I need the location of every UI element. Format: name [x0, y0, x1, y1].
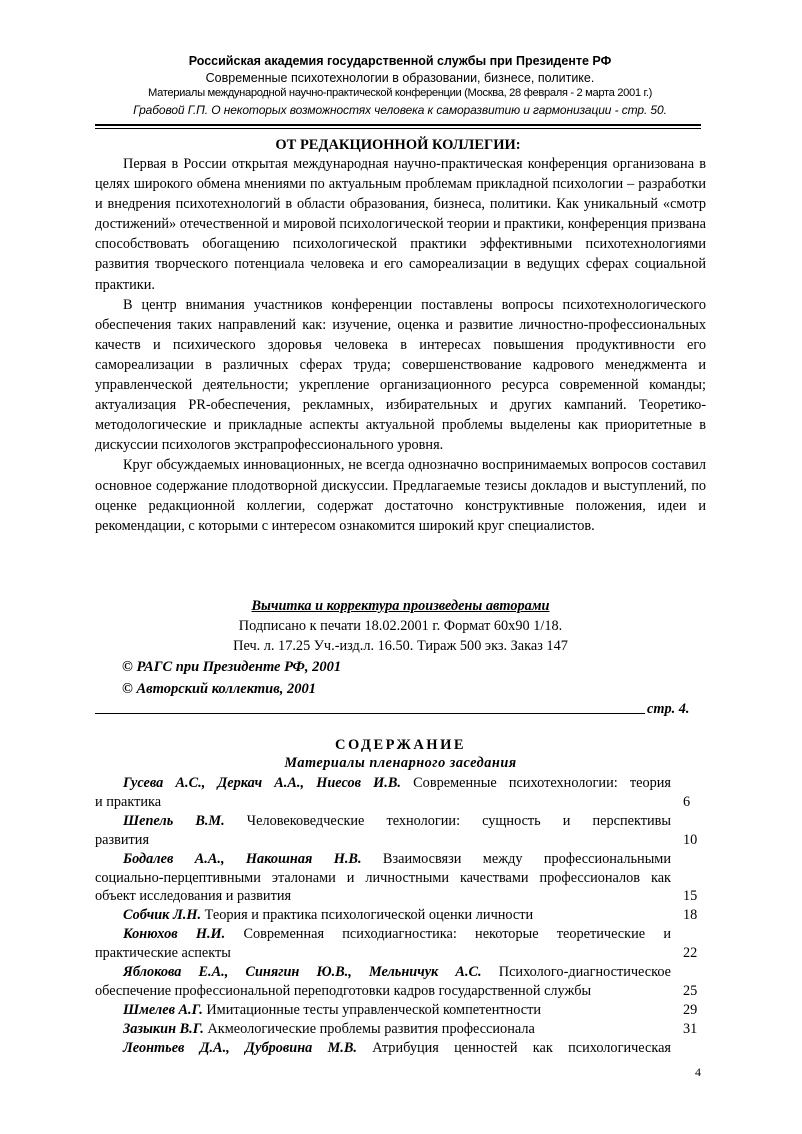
contents-title: СОДЕРЖАНИЕ	[334, 737, 467, 753]
toc-title-start: Современная психодиагностика: некоторые теоретические и	[225, 926, 671, 943]
contents-section: Материалы пленарного заседания	[284, 755, 517, 771]
print-info: Печ. л. 17.25 Уч.-изд.л. 16.50. Тираж 500 экз. Заказ 147	[233, 638, 568, 654]
toc-title-start: Современные психотехнологии: теория	[400, 775, 671, 791]
toc-page: 31	[683, 1020, 698, 1037]
copyright-authors: © Авторский коллектив, 2001	[122, 681, 316, 697]
toc-title-rest: обеспечение профессиональной переподготовки кадров государственной службы	[95, 982, 592, 999]
toc-entry	[95, 1001, 706, 1020]
header-reference: Грабовой Г.П. О некоторых возможностях человека к саморазвитию и гармонизации - стр. 50.	[133, 103, 667, 117]
toc-page: 10	[683, 831, 698, 848]
toc-page: 15	[683, 888, 698, 905]
toc-entry	[95, 1039, 706, 1058]
header-subtitle: Современные психотехнологии в образовании, бизнесе, политике.	[205, 71, 595, 85]
toc-author: Гусева А.С., Деркач А.А., Ниесов И.В.	[123, 775, 401, 791]
toc-title-start: Атрибуция ценностей как психологическая	[357, 1039, 671, 1056]
toc-author: Конюхов Н.И.	[123, 926, 226, 943]
toc-title-start: Взаимосвязи между профессиональными	[361, 850, 671, 867]
editorial-paragraph-1: Первая в России открытая международная научно-практическая конференция организована в целях широкого обмена мнениями по актуальным проблемам прикладной психологии – разработки и внедрения психотехнологий в области образования, бизнеса, политики. Как уникальный «смотр достижений» отечественной и мировой психологической теории и практики, конференция призвана способствовать обогащению психологической практики эффективными психотехнологиями развития творческого потенциала человека и его самореализации в ведущих сферах социальной практики.	[95, 156, 706, 293]
toc-entry	[95, 774, 706, 812]
toc-entry	[95, 925, 706, 963]
toc-entry	[95, 850, 706, 907]
toc-author: Леонтьев Д.А., Дубровина М.В.	[123, 1039, 357, 1056]
toc-author: Шепель В.М.	[123, 812, 225, 829]
toc-page: 29	[683, 1001, 698, 1018]
toc-title-start: Психолого-диагностическое	[481, 964, 671, 981]
toc-page: 22	[683, 945, 698, 962]
toc-title-start: Теория и практика психологической оценки личности	[201, 907, 534, 924]
toc-author: Зазыкин В.Г.	[123, 1020, 204, 1037]
toc-entry	[95, 963, 706, 1001]
toc-author: Бодалев А.А., Накошная Н.В.	[123, 850, 362, 867]
toc-page: 25	[683, 982, 698, 999]
toc-entry	[95, 812, 706, 850]
header-organization: Российская академия государственной службы при Президенте РФ	[188, 54, 612, 68]
editorial-title: ОТ РЕДАКЦИОННОЙ КОЛЛЕГИИ:	[275, 137, 521, 153]
editorial-paragraph-2: В центр внимания участников конференции поставлены вопросы психотехнологического обеспечения таких направлений как: изучение, оценка и развитие личностно-профессиональных качеств и психического здоровья человека в интересах повышения продуктивности его самореализации в различных сферах труда; совершенствование кадрового менеджмента и управленческой деятельности; укрепление организационного ресурса современной команды; актуализация PR-обеспечения, рекламных, избирательных и других кампаний. Теоретико-методологические и прикладные аспекты актуальной проблемы выделены как приоритетные в дискуссии психологов экстрапрофессионального уровня.	[95, 296, 706, 454]
toc-title-start: Человековедческие технологии: сущность и перспективы	[224, 812, 671, 829]
header-conference: Материалы международной научно-практической конференции (Москва, 28 февраля - 2 марта 2001 г.)	[148, 87, 652, 99]
toc-title-rest: развития	[95, 831, 150, 848]
toc-title-start: Имитационные тесты управленческой компетентности	[202, 1001, 541, 1018]
toc-author: Яблокова Е.А., Синягин Ю.В., Мельничук А.С.	[123, 964, 482, 981]
header-rule-thin	[95, 128, 701, 129]
page-reference: стр. 4.	[647, 701, 690, 717]
editorial-paragraph-3: Круг обсуждаемых инновационных, не всегда однозначно воспринимаемых вопросов составил основное содержание плодотворной дискуссии. Предлагаемые тезисы докладов и выступлений, по оценке редакционной коллегии, содержат достаточно конструктивные положения, идеи и рекомендации, с которыми с интересом ознакомится широкий круг специалистов.	[95, 457, 706, 534]
toc-page: 18	[683, 907, 698, 924]
page-number: 4	[695, 1065, 701, 1079]
toc-title-rest: и практика	[95, 793, 162, 810]
contents-list	[95, 774, 706, 1058]
editorial-body	[95, 154, 706, 536]
toc-title-rest: социально-перцептивными эталонами и личностными качествами профессионалов как объект исследования и развития	[95, 869, 671, 905]
header-rule-thick	[95, 124, 701, 126]
signed-to-print: Подписано к печати 18.02.2001 г. Формат 60x90 1/18.	[238, 618, 563, 634]
toc-title-start: Акмеологические проблемы развития профессионала	[203, 1020, 535, 1037]
toc-page: 6	[683, 793, 691, 810]
proofreading-note: Вычитка и корректура произведены авторами	[251, 598, 550, 614]
toc-author: Собчик Л.Н.	[123, 907, 202, 924]
toc-author: Шмелев А.Г.	[123, 1001, 203, 1018]
toc-entry	[95, 906, 706, 925]
toc-entry	[95, 1020, 706, 1039]
copyright-rags: © РАГС при Президенте РФ, 2001	[122, 659, 342, 675]
separator-line	[95, 713, 645, 714]
toc-title-rest: практические аспекты	[95, 945, 231, 962]
